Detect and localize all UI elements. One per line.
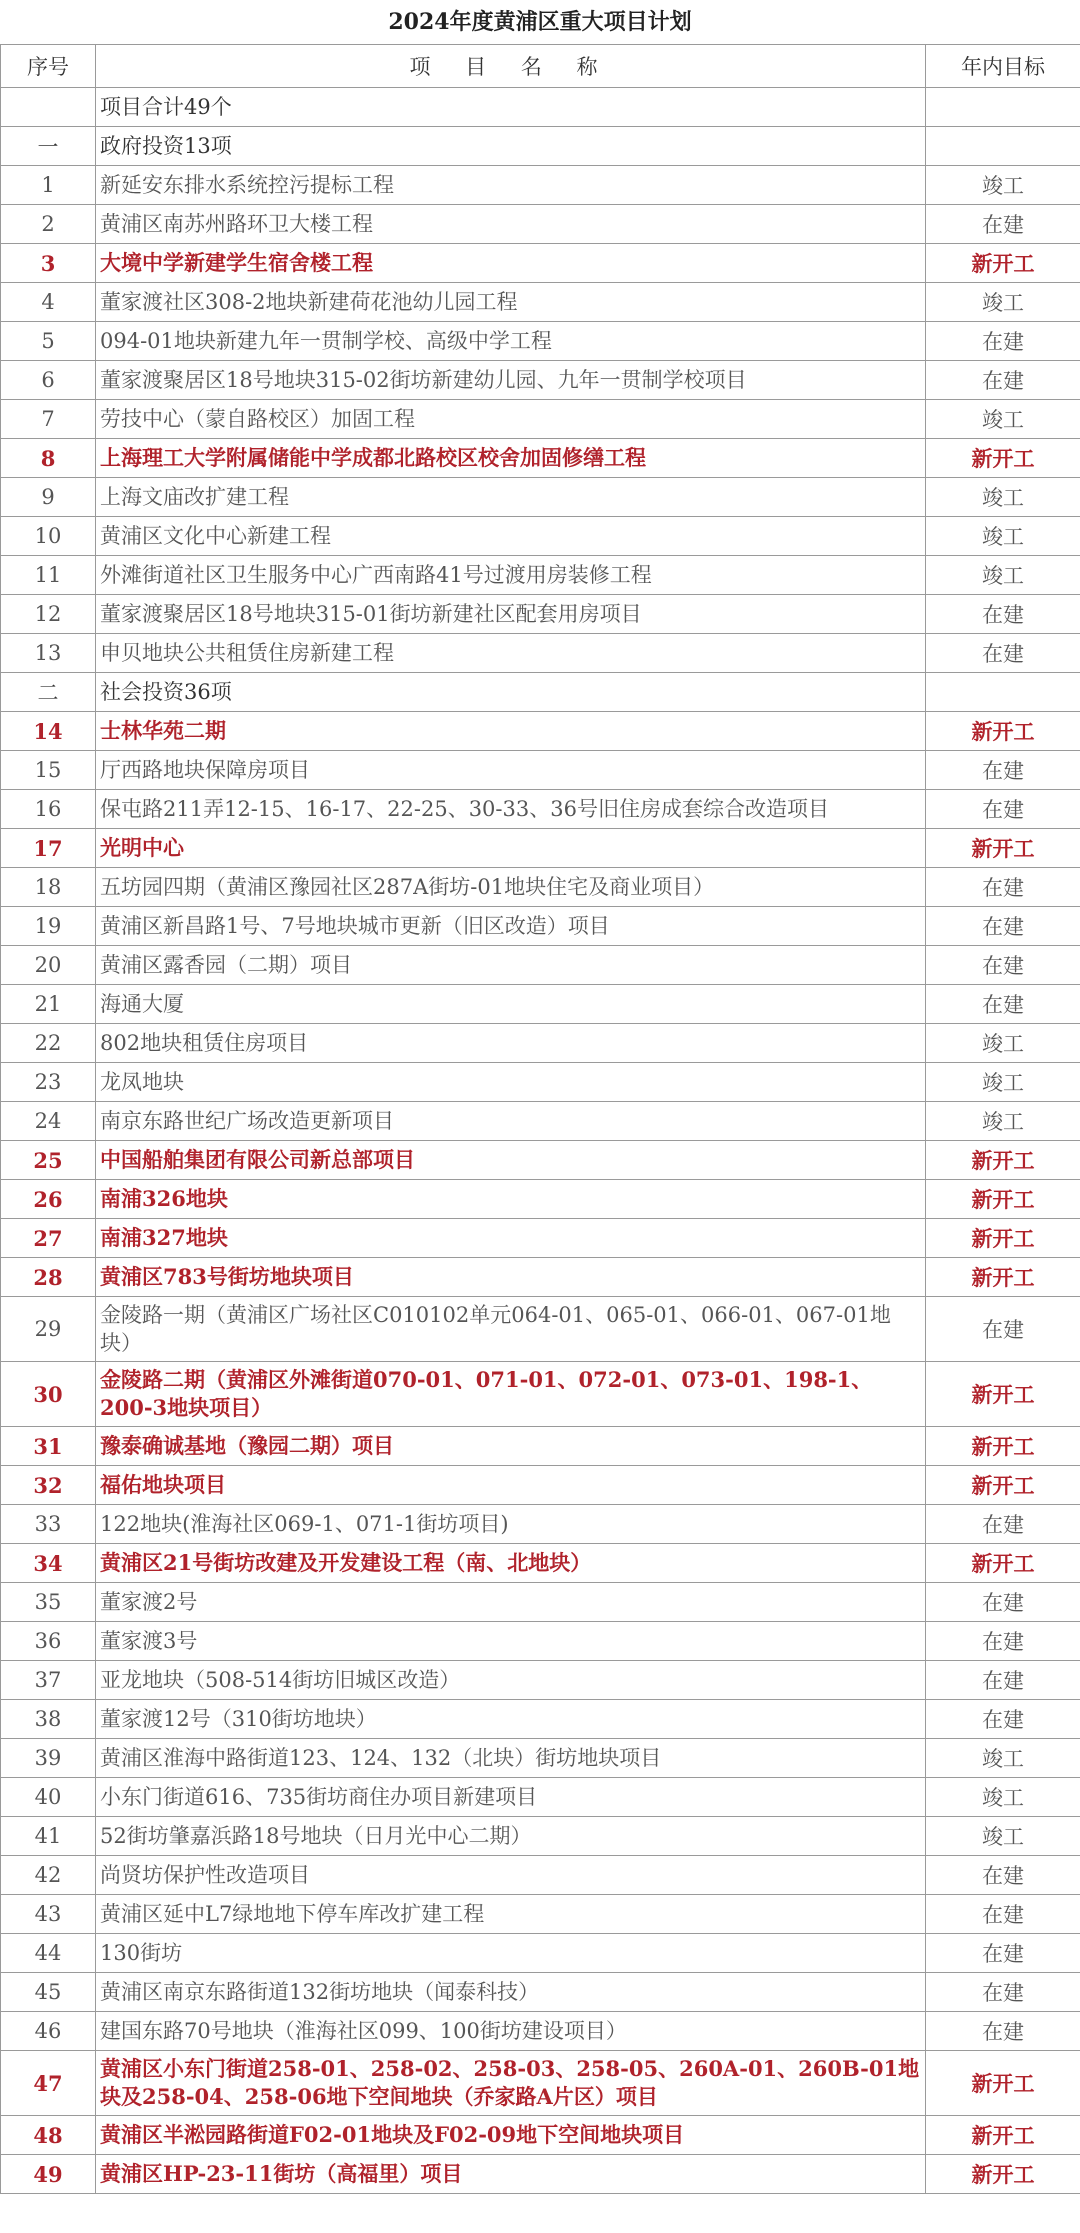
row-number: 33 (1, 1505, 96, 1544)
row-project-name: 南浦326地块 (96, 1180, 926, 1219)
row-number (1, 88, 96, 127)
row-target: 在建 (926, 322, 1080, 361)
row-project-name: 新延安东排水系统控污提标工程 (96, 166, 926, 205)
table-row (1, 361, 1080, 400)
header-target: 年内目标 (926, 45, 1080, 88)
table-row (1, 712, 1080, 751)
table-row (1, 1024, 1080, 1063)
row-number: 20 (1, 946, 96, 985)
row-target: 新开工 (926, 244, 1080, 283)
row-number: 46 (1, 2012, 96, 2051)
row-project-name: 政府投资13项 (96, 127, 926, 166)
table-row (1, 1427, 1080, 1466)
row-target: 在建 (926, 2012, 1080, 2051)
row-target: 在建 (926, 1700, 1080, 1739)
row-project-name: 董家渡聚居区18号地块315-01街坊新建社区配套用房项目 (96, 595, 926, 634)
row-project-name: 中国船舶集团有限公司新总部项目 (96, 1141, 926, 1180)
row-project-name: 外滩街道社区卫生服务中心广西南路41号过渡用房装修工程 (96, 556, 926, 595)
row-number: 48 (1, 2116, 96, 2155)
row-project-name: 申贝地块公共租赁住房新建工程 (96, 634, 926, 673)
table-row (1, 1817, 1080, 1856)
row-number: 24 (1, 1102, 96, 1141)
row-number: 45 (1, 1973, 96, 2012)
row-target: 在建 (926, 1583, 1080, 1622)
row-target: 竣工 (926, 478, 1080, 517)
row-number: 23 (1, 1063, 96, 1102)
row-project-name: 黄浦区南京东路街道132街坊地块（闻泰科技） (96, 1973, 926, 2012)
table-row (1, 673, 1080, 712)
table-row (1, 2116, 1080, 2155)
row-project-name: 厅西路地块保障房项目 (96, 751, 926, 790)
row-target: 新开工 (926, 1180, 1080, 1219)
row-number: 37 (1, 1661, 96, 1700)
table-row (1, 1622, 1080, 1661)
row-number: 30 (1, 1362, 96, 1427)
row-project-name: 光明中心 (96, 829, 926, 868)
table-row (1, 88, 1080, 127)
table-row (1, 751, 1080, 790)
table-row (1, 1739, 1080, 1778)
project-table (0, 44, 1080, 2194)
row-number: 1 (1, 166, 96, 205)
table-row (1, 1219, 1080, 1258)
table-row (1, 166, 1080, 205)
row-project-name: 金陵路一期（黄浦区广场社区C010102单元064-01、065-01、066-01、067-01地块） (96, 1297, 926, 1362)
row-project-name: 董家渡3号 (96, 1622, 926, 1661)
row-target: 新开工 (926, 829, 1080, 868)
row-target: 在建 (926, 1297, 1080, 1362)
table-row (1, 283, 1080, 322)
table-row (1, 1102, 1080, 1141)
row-project-name: 金陵路二期（黄浦区外滩街道070-01、071-01、072-01、073-01、198-1、200-3地块项目） (96, 1362, 926, 1427)
table-row (1, 985, 1080, 1024)
row-target: 新开工 (926, 1427, 1080, 1466)
row-target: 新开工 (926, 1466, 1080, 1505)
row-target: 竣工 (926, 1024, 1080, 1063)
row-number: 31 (1, 1427, 96, 1466)
table-row (1, 1544, 1080, 1583)
row-target: 在建 (926, 1622, 1080, 1661)
row-project-name: 黄浦区延中L7绿地地下停车库改扩建工程 (96, 1895, 926, 1934)
row-project-name: 劳技中心（蒙自路校区）加固工程 (96, 400, 926, 439)
row-number: 13 (1, 634, 96, 673)
table-body (1, 88, 1080, 2194)
row-project-name: 亚龙地块（508-514街坊旧城区改造） (96, 1661, 926, 1700)
row-target: 新开工 (926, 1219, 1080, 1258)
row-number: 14 (1, 712, 96, 751)
row-number: 5 (1, 322, 96, 361)
table-row (1, 478, 1080, 517)
table-row (1, 1063, 1080, 1102)
row-number: 一 (1, 127, 96, 166)
row-number: 二 (1, 673, 96, 712)
row-target: 竣工 (926, 400, 1080, 439)
table-row (1, 1258, 1080, 1297)
header-num: 序号 (1, 45, 96, 88)
table-row (1, 1180, 1080, 1219)
row-number: 27 (1, 1219, 96, 1258)
table-row (1, 595, 1080, 634)
table-row (1, 1661, 1080, 1700)
table-row (1, 1362, 1080, 1427)
row-number: 35 (1, 1583, 96, 1622)
row-project-name: 122地块(淮海社区069-1、071-1街坊项目) (96, 1505, 926, 1544)
row-number: 41 (1, 1817, 96, 1856)
header-name: 项 目 名 称 (96, 45, 926, 88)
row-target: 在建 (926, 868, 1080, 907)
row-project-name: 士林华苑二期 (96, 712, 926, 751)
table-row (1, 1778, 1080, 1817)
table-row (1, 322, 1080, 361)
row-target: 竣工 (926, 1817, 1080, 1856)
row-project-name: 52街坊肇嘉浜路18号地块（日月光中心二期） (96, 1817, 926, 1856)
row-number: 26 (1, 1180, 96, 1219)
table-row (1, 868, 1080, 907)
row-project-name: 建国东路70号地块（淮海社区099、100街坊建设项目） (96, 2012, 926, 2051)
row-target: 新开工 (926, 1258, 1080, 1297)
row-number: 7 (1, 400, 96, 439)
table-row (1, 127, 1080, 166)
row-number: 17 (1, 829, 96, 868)
row-number: 19 (1, 907, 96, 946)
row-project-name: 董家渡2号 (96, 1583, 926, 1622)
page-title: 2024年度黄浦区重大项目计划 (388, 9, 692, 35)
row-project-name: 小东门街道616、735街坊商住办项目新建项目 (96, 1778, 926, 1817)
row-number: 34 (1, 1544, 96, 1583)
row-target: 在建 (926, 595, 1080, 634)
row-number: 8 (1, 439, 96, 478)
table-row (1, 556, 1080, 595)
row-target: 在建 (926, 985, 1080, 1024)
table-row (1, 2051, 1080, 2116)
row-project-name: 黄浦区小东门街道258-01、258-02、258-03、258-05、260A-01、260B-01地块及258-04、258-06地下空间地块（乔家路A片区）项目 (96, 2051, 926, 2116)
row-number: 32 (1, 1466, 96, 1505)
table-row (1, 1700, 1080, 1739)
row-number: 2 (1, 205, 96, 244)
row-project-name: 龙凤地块 (96, 1063, 926, 1102)
row-project-name: 福佑地块项目 (96, 1466, 926, 1505)
row-number: 18 (1, 868, 96, 907)
row-project-name: 董家渡社区308-2地块新建荷花池幼儿园工程 (96, 283, 926, 322)
row-project-name: 802地块租赁住房项目 (96, 1024, 926, 1063)
row-number: 3 (1, 244, 96, 283)
row-target: 在建 (926, 361, 1080, 400)
table-row (1, 1141, 1080, 1180)
row-target: 新开工 (926, 1362, 1080, 1427)
table-row (1, 400, 1080, 439)
row-target: 新开工 (926, 712, 1080, 751)
row-number: 47 (1, 2051, 96, 2116)
row-target: 竣工 (926, 283, 1080, 322)
table-row (1, 2012, 1080, 2051)
row-target: 在建 (926, 790, 1080, 829)
row-target: 新开工 (926, 439, 1080, 478)
row-number: 44 (1, 1934, 96, 1973)
table-row (1, 1297, 1080, 1362)
row-target: 在建 (926, 1973, 1080, 2012)
row-project-name: 黄浦区露香园（二期）项目 (96, 946, 926, 985)
table-header-row (1, 45, 1080, 88)
row-target: 在建 (926, 1934, 1080, 1973)
row-number: 15 (1, 751, 96, 790)
row-number: 28 (1, 1258, 96, 1297)
row-target: 竣工 (926, 1102, 1080, 1141)
row-number: 9 (1, 478, 96, 517)
row-target (926, 673, 1080, 712)
row-project-name: 黄浦区半淞园路街道F02-01地块及F02-09地下空间地块项目 (96, 2116, 926, 2155)
row-target: 在建 (926, 1661, 1080, 1700)
row-number: 43 (1, 1895, 96, 1934)
row-number: 39 (1, 1739, 96, 1778)
row-target: 竣工 (926, 556, 1080, 595)
table-row (1, 907, 1080, 946)
table-row (1, 517, 1080, 556)
row-project-name: 社会投资36项 (96, 673, 926, 712)
row-project-name: 上海理工大学附属储能中学成都北路校区校舍加固修缮工程 (96, 439, 926, 478)
row-target (926, 127, 1080, 166)
row-target: 新开工 (926, 2155, 1080, 2194)
row-project-name: 094-01地块新建九年一贯制学校、高级中学工程 (96, 322, 926, 361)
row-number: 10 (1, 517, 96, 556)
row-project-name: 130街坊 (96, 1934, 926, 1973)
row-target: 在建 (926, 946, 1080, 985)
row-project-name: 黄浦区文化中心新建工程 (96, 517, 926, 556)
row-target: 新开工 (926, 1544, 1080, 1583)
row-target: 在建 (926, 1856, 1080, 1895)
row-number: 36 (1, 1622, 96, 1661)
table-row (1, 946, 1080, 985)
table-row (1, 2155, 1080, 2194)
row-project-name: 豫泰确诚基地（豫园二期）项目 (96, 1427, 926, 1466)
row-target: 竣工 (926, 517, 1080, 556)
row-number: 38 (1, 1700, 96, 1739)
row-target: 在建 (926, 751, 1080, 790)
row-number: 40 (1, 1778, 96, 1817)
row-target: 在建 (926, 1895, 1080, 1934)
table-row (1, 439, 1080, 478)
row-project-name: 黄浦区21号街坊改建及开发建设工程（南、北地块） (96, 1544, 926, 1583)
table-row (1, 1466, 1080, 1505)
table-row (1, 1856, 1080, 1895)
table-row (1, 634, 1080, 673)
table-row (1, 1934, 1080, 1973)
row-project-name: 黄浦区南苏州路环卫大楼工程 (96, 205, 926, 244)
row-project-name: 黄浦区新昌路1号、7号地块城市更新（旧区改造）项目 (96, 907, 926, 946)
table-row (1, 1895, 1080, 1934)
row-project-name: 保屯路211弄12-15、16-17、22-25、30-33、36号旧住房成套综合改造项目 (96, 790, 926, 829)
row-number: 21 (1, 985, 96, 1024)
row-project-name: 五坊园四期（黄浦区豫园社区287A街坊-01地块住宅及商业项目） (96, 868, 926, 907)
row-target (926, 88, 1080, 127)
row-target: 新开工 (926, 2051, 1080, 2116)
row-project-name: 项目合计49个 (96, 88, 926, 127)
row-project-name: 黄浦区HP-23-11街坊（高福里）项目 (96, 2155, 926, 2194)
row-target: 在建 (926, 907, 1080, 946)
row-number: 25 (1, 1141, 96, 1180)
table-row (1, 205, 1080, 244)
row-target: 新开工 (926, 1141, 1080, 1180)
row-number: 29 (1, 1297, 96, 1362)
row-number: 11 (1, 556, 96, 595)
row-project-name: 黄浦区淮海中路街道123、124、132（北块）街坊地块项目 (96, 1739, 926, 1778)
table-row (1, 790, 1080, 829)
row-target: 竣工 (926, 166, 1080, 205)
row-number: 49 (1, 2155, 96, 2194)
row-project-name: 尚贤坊保护性改造项目 (96, 1856, 926, 1895)
row-target: 竣工 (926, 1778, 1080, 1817)
row-project-name: 黄浦区783号街坊地块项目 (96, 1258, 926, 1297)
row-target: 竣工 (926, 1063, 1080, 1102)
row-target: 在建 (926, 1505, 1080, 1544)
row-number: 22 (1, 1024, 96, 1063)
table-row (1, 829, 1080, 868)
row-project-name: 董家渡聚居区18号地块315-02街坊新建幼儿园、九年一贯制学校项目 (96, 361, 926, 400)
row-project-name: 南京东路世纪广场改造更新项目 (96, 1102, 926, 1141)
row-target: 新开工 (926, 2116, 1080, 2155)
row-number: 42 (1, 1856, 96, 1895)
row-number: 4 (1, 283, 96, 322)
row-project-name: 海通大厦 (96, 985, 926, 1024)
row-project-name: 董家渡12号（310街坊地块） (96, 1700, 926, 1739)
table-row (1, 244, 1080, 283)
row-project-name: 上海文庙改扩建工程 (96, 478, 926, 517)
row-target: 竣工 (926, 1739, 1080, 1778)
row-number: 12 (1, 595, 96, 634)
row-number: 6 (1, 361, 96, 400)
table-row (1, 1505, 1080, 1544)
table-row (1, 1973, 1080, 2012)
row-project-name: 大境中学新建学生宿舍楼工程 (96, 244, 926, 283)
row-number: 16 (1, 790, 96, 829)
row-target: 在建 (926, 205, 1080, 244)
row-project-name: 南浦327地块 (96, 1219, 926, 1258)
table-row (1, 1583, 1080, 1622)
row-target: 在建 (926, 634, 1080, 673)
